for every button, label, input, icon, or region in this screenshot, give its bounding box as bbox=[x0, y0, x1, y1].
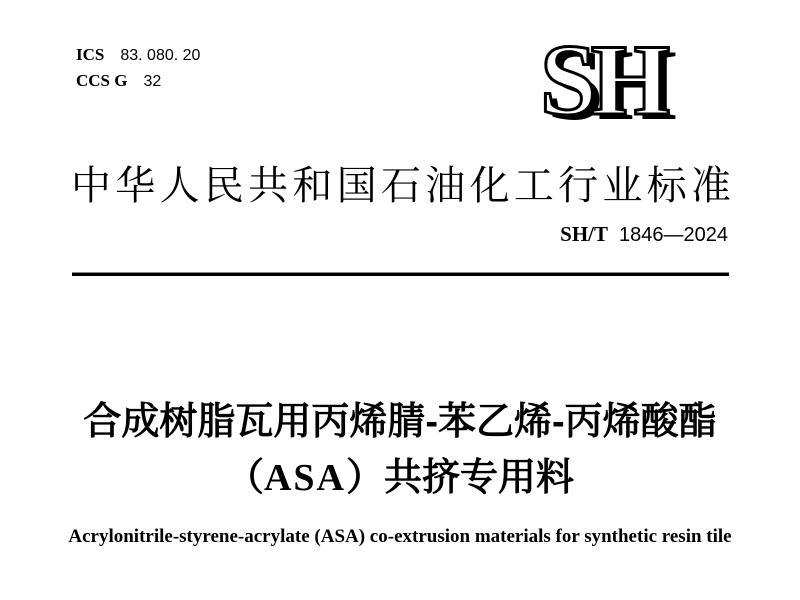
ccs-value: 32 bbox=[143, 73, 162, 90]
standard-code bbox=[560, 220, 728, 251]
title-line2-rest: ）共挤专用料 bbox=[346, 457, 575, 499]
ccs-code-line bbox=[76, 68, 200, 94]
ccs-label: CCS G bbox=[76, 71, 128, 90]
title-line2 bbox=[0, 455, 800, 503]
english-title: Acrylonitrile-styrene-acrylate (ASA) co-extrusion materials for synthetic resin tile bbox=[68, 526, 732, 547]
classification-codes bbox=[76, 42, 200, 94]
standard-name: 中华人民共和国石油化工行业标准 bbox=[71, 163, 731, 208]
divider-rule bbox=[72, 272, 729, 276]
ics-label: ICS bbox=[76, 45, 105, 64]
sh-logo: SH bbox=[540, 24, 665, 137]
ics-code-line bbox=[76, 42, 200, 68]
ics-value: 83. 080. 20 bbox=[120, 47, 201, 64]
title-line2-acronym: ASA bbox=[263, 457, 347, 499]
title-line1: 合成树脂瓦用丙烯腈-苯乙烯-丙烯酸酯 bbox=[83, 401, 717, 443]
standard-code-prefix: SH/T bbox=[560, 222, 609, 246]
title-line2-open-paren: （ bbox=[225, 457, 264, 499]
standard-code-number: 1846—2024 bbox=[619, 224, 728, 246]
